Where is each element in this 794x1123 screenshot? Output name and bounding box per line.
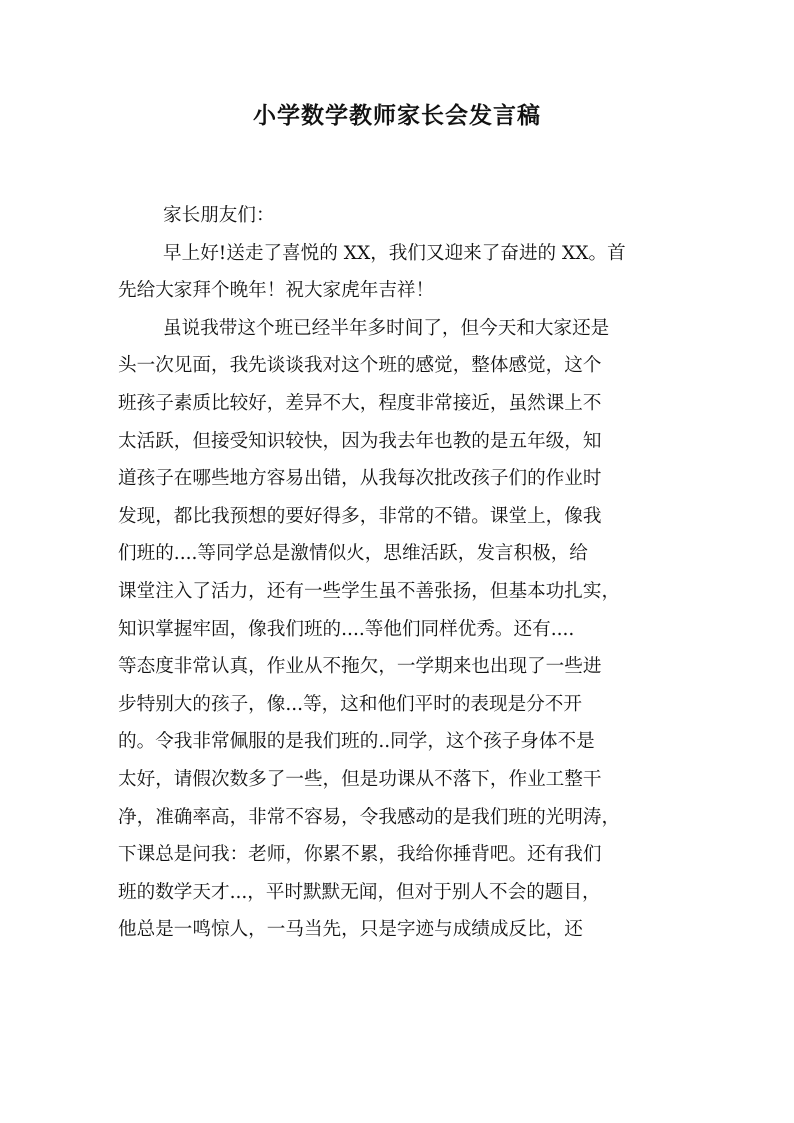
paragraph-line: 班的数学天才...，平时默默无闻，但对于别人不会的题目， [118,881,601,903]
paragraph-line: 们班的....等同学总是激情似火，思维活跃，发言积极，给 [118,543,588,565]
document-body [118,197,688,949]
paragraph-line: 的。令我非常佩服的是我们班的..同学，这个孩子身体不是 [118,731,595,753]
paragraph-line: 他总是一鸣惊人，一马当先，只是字迹与成绩成反比，还 [118,919,583,941]
paragraph-line: 虽说我带这个班已经半年多时间了，但今天和大家还是 [163,317,610,339]
paragraph-line: 早上好!送走了喜悦的 XX，我们又迎来了奋进的 XX。首 [163,242,626,264]
paragraph-line: 等态度非常认真，作业从不拖欠，一学期来也出现了一些进 [118,656,602,678]
paragraph-line: 太活跃，但接受知识较快，因为我去年也教的是五年级，知 [118,430,602,452]
document-title: 小学数学教师家长会发言稿 [253,102,541,129]
paragraph-line: 课堂注入了活力，还有一些学生虽不善张扬，但基本功扎实， [118,580,621,602]
paragraph-line: 道孩子在哪些地方容易出错，从我每次批改孩子们的作业时 [118,468,602,490]
paragraph-line: 班孩子素质比较好，差异不大，程度非常接近，虽然课上不 [118,392,602,414]
paragraph-line: 步特别大的孩子，像...等，这和他们平时的表现是分不开 [118,693,582,715]
paragraph-line: 下课总是问我：老师，你累不累，我给你捶背吧。还有我们 [118,844,602,866]
salutation-line: 家长朋友们： [163,205,275,226]
paragraph-line: 先给大家拜个晚年！祝大家虎年吉祥！ [118,280,435,302]
paragraph-line: 知识掌握牢固，像我们班的....等他们同样优秀。还有.... [118,618,575,640]
paragraph-line: 发现，都比我预想的要好得多，非常的不错。课堂上，像我 [118,505,602,527]
paragraph-line: 太好，请假次数多了一些，但是功课从不落下，作业工整干 [118,768,602,790]
paragraph-line: 净，准确率高，非常不容易，令我感动的是我们班的光明涛， [118,806,621,828]
paragraph-line: 头一次见面，我先谈谈我对这个班的感觉，整体感觉，这个 [118,355,602,377]
